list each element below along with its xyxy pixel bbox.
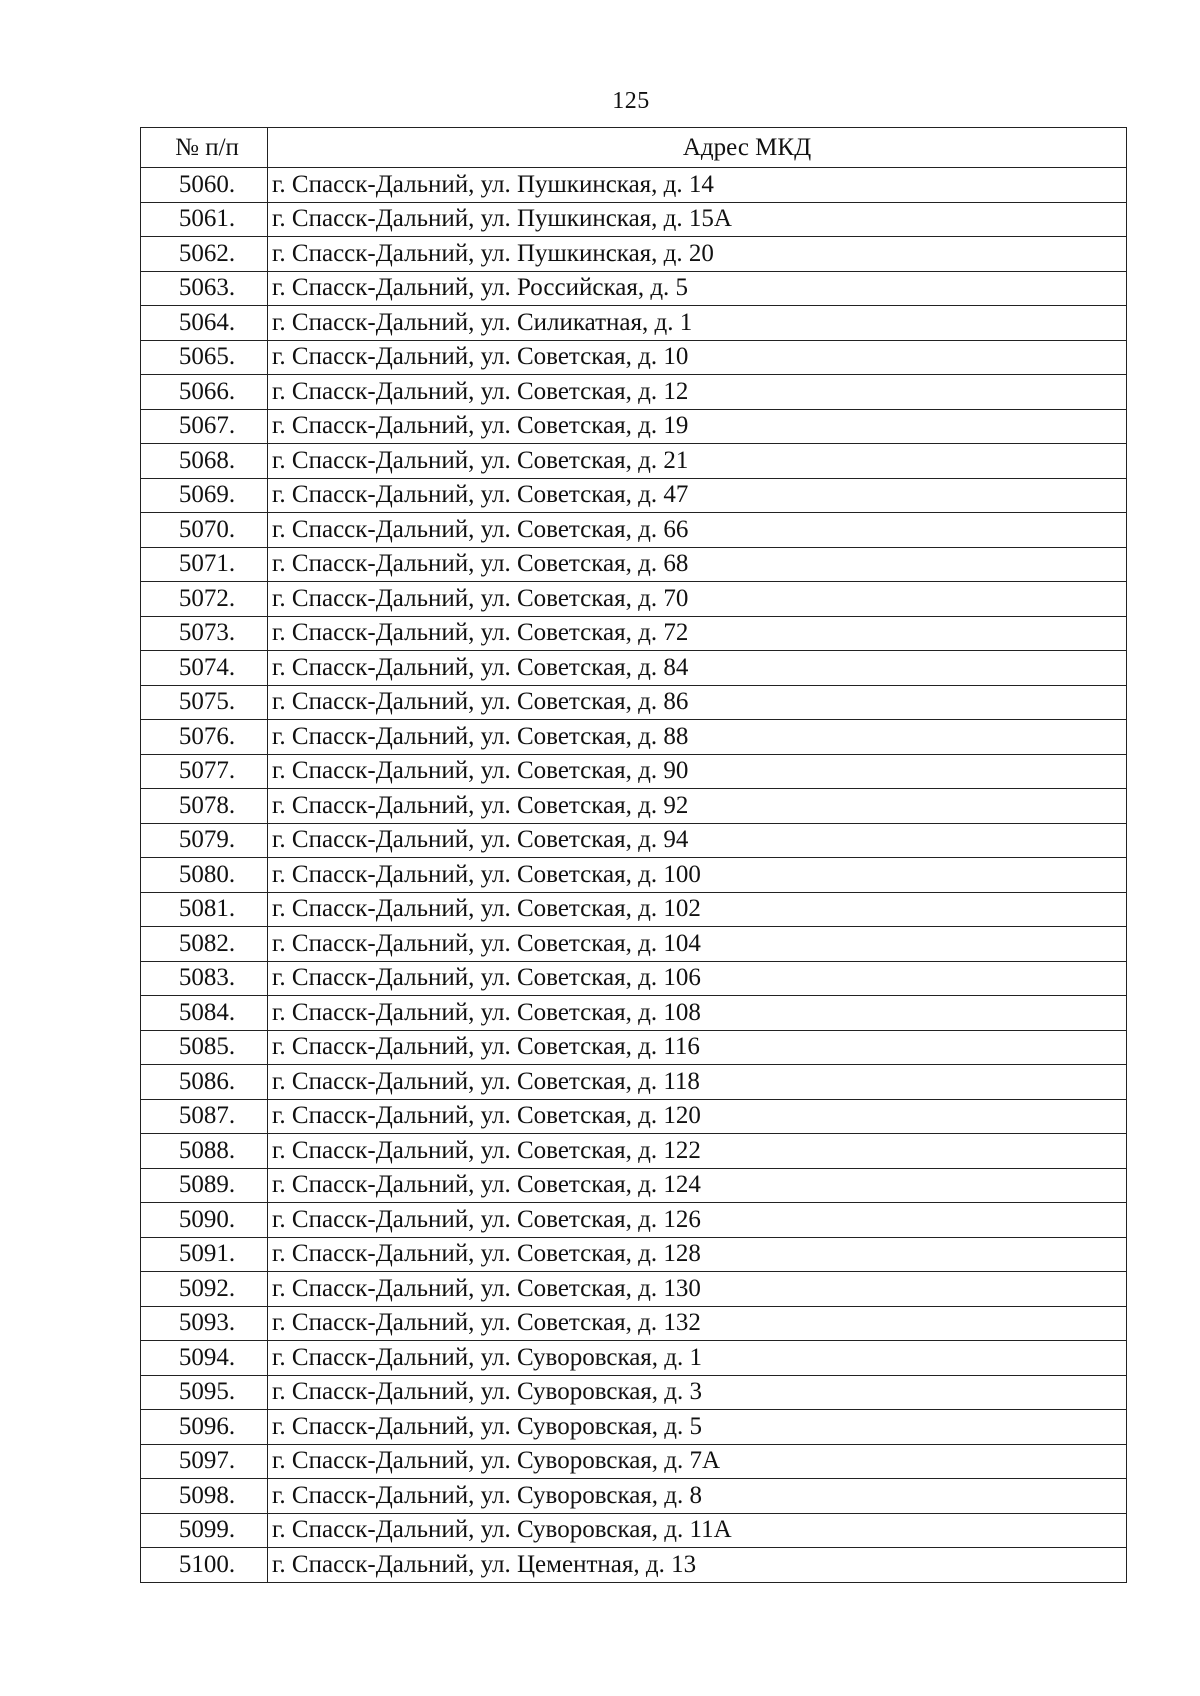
row-number: 5075. — [141, 685, 268, 720]
row-number: 5082. — [141, 927, 268, 962]
table-row — [141, 409, 1127, 444]
row-address: г. Спасск-Дальний, ул. Советская, д. 94 — [268, 823, 1127, 858]
table-row — [141, 720, 1127, 755]
row-address: г. Спасск-Дальний, ул. Суворовская, д. 11А — [268, 1513, 1127, 1548]
table-row — [141, 1134, 1127, 1169]
row-address: г. Спасск-Дальний, ул. Советская, д. 19 — [268, 409, 1127, 444]
row-number: 5090. — [141, 1203, 268, 1238]
table-row — [141, 996, 1127, 1031]
row-number: 5085. — [141, 1030, 268, 1065]
row-number: 5099. — [141, 1513, 268, 1548]
row-address: г. Спасск-Дальний, ул. Советская, д. 10 — [268, 340, 1127, 375]
table-row — [141, 375, 1127, 410]
row-address: г. Спасск-Дальний, ул. Советская, д. 106 — [268, 961, 1127, 996]
row-address: г. Спасск-Дальний, ул. Советская, д. 90 — [268, 754, 1127, 789]
row-number: 5070. — [141, 513, 268, 548]
row-number: 5064. — [141, 306, 268, 341]
table-row — [141, 892, 1127, 927]
row-number: 5077. — [141, 754, 268, 789]
table-row — [141, 1168, 1127, 1203]
table-row — [141, 1272, 1127, 1307]
row-number: 5063. — [141, 271, 268, 306]
table-row — [141, 478, 1127, 513]
row-number: 5080. — [141, 858, 268, 893]
row-address: г. Спасск-Дальний, ул. Советская, д. 126 — [268, 1203, 1127, 1238]
row-address: г. Спасск-Дальний, ул. Силикатная, д. 1 — [268, 306, 1127, 341]
row-number: 5074. — [141, 651, 268, 686]
row-address: г. Спасск-Дальний, ул. Пушкинская, д. 15А — [268, 202, 1127, 237]
row-number: 5081. — [141, 892, 268, 927]
table-row — [141, 616, 1127, 651]
row-address: г. Спасск-Дальний, ул. Советская, д. 88 — [268, 720, 1127, 755]
row-number: 5095. — [141, 1375, 268, 1410]
row-address: г. Спасск-Дальний, ул. Советская, д. 128 — [268, 1237, 1127, 1272]
table-row — [141, 306, 1127, 341]
row-number: 5096. — [141, 1410, 268, 1445]
row-address: г. Спасск-Дальний, ул. Советская, д. 92 — [268, 789, 1127, 824]
row-address: г. Спасск-Дальний, ул. Пушкинская, д. 20 — [268, 237, 1127, 272]
row-number: 5067. — [141, 409, 268, 444]
table-row — [141, 202, 1127, 237]
table-row — [141, 961, 1127, 996]
table-row — [141, 1237, 1127, 1272]
row-number: 5061. — [141, 202, 268, 237]
table-row — [141, 1030, 1127, 1065]
row-number: 5084. — [141, 996, 268, 1031]
row-address: г. Спасск-Дальний, ул. Советская, д. 70 — [268, 582, 1127, 617]
table-row — [141, 340, 1127, 375]
row-number: 5087. — [141, 1099, 268, 1134]
row-address: г. Спасск-Дальний, ул. Цементная, д. 13 — [268, 1548, 1127, 1583]
table-row — [141, 1065, 1127, 1100]
table-row — [141, 237, 1127, 272]
row-address: г. Спасск-Дальний, ул. Советская, д. 122 — [268, 1134, 1127, 1169]
table-row — [141, 858, 1127, 893]
row-number: 5097. — [141, 1444, 268, 1479]
row-address: г. Спасск-Дальний, ул. Советская, д. 47 — [268, 478, 1127, 513]
row-address: г. Спасск-Дальний, ул. Советская, д. 130 — [268, 1272, 1127, 1307]
table-row — [141, 685, 1127, 720]
table-header-row — [141, 128, 1127, 168]
table-row — [141, 1479, 1127, 1514]
row-address: г. Спасск-Дальний, ул. Пушкинская, д. 14 — [268, 168, 1127, 203]
row-number: 5086. — [141, 1065, 268, 1100]
table-row — [141, 1203, 1127, 1238]
row-number: 5079. — [141, 823, 268, 858]
table-row — [141, 1099, 1127, 1134]
row-number: 5088. — [141, 1134, 268, 1169]
row-address: г. Спасск-Дальний, ул. Суворовская, д. 8 — [268, 1479, 1127, 1514]
row-number: 5092. — [141, 1272, 268, 1307]
table-row — [141, 444, 1127, 479]
row-number: 5060. — [141, 168, 268, 203]
row-address: г. Спасск-Дальний, ул. Советская, д. 84 — [268, 651, 1127, 686]
row-address: г. Спасск-Дальний, ул. Суворовская, д. 7А — [268, 1444, 1127, 1479]
row-number: 5083. — [141, 961, 268, 996]
table-row — [141, 1548, 1127, 1583]
row-address: г. Спасск-Дальний, ул. Советская, д. 132 — [268, 1306, 1127, 1341]
row-number: 5071. — [141, 547, 268, 582]
row-address: г. Спасск-Дальний, ул. Советская, д. 102 — [268, 892, 1127, 927]
row-address: г. Спасск-Дальний, ул. Советская, д. 118 — [268, 1065, 1127, 1100]
page-number: 125 — [612, 88, 650, 114]
table-row — [141, 754, 1127, 789]
row-address: г. Спасск-Дальний, ул. Советская, д. 68 — [268, 547, 1127, 582]
row-number: 5100. — [141, 1548, 268, 1583]
row-address: г. Спасск-Дальний, ул. Суворовская, д. 3 — [268, 1375, 1127, 1410]
table-row — [141, 1513, 1127, 1548]
row-address: г. Спасск-Дальний, ул. Советская, д. 100 — [268, 858, 1127, 893]
row-number: 5066. — [141, 375, 268, 410]
row-address: г. Спасск-Дальний, ул. Советская, д. 120 — [268, 1099, 1127, 1134]
row-address: г. Спасск-Дальний, ул. Суворовская, д. 1 — [268, 1341, 1127, 1376]
row-address: г. Спасск-Дальний, ул. Советская, д. 108 — [268, 996, 1127, 1031]
table-row — [141, 547, 1127, 582]
row-number: 5069. — [141, 478, 268, 513]
table-row — [141, 1375, 1127, 1410]
row-number: 5094. — [141, 1341, 268, 1376]
table-row — [141, 927, 1127, 962]
row-number: 5078. — [141, 789, 268, 824]
row-number: 5089. — [141, 1168, 268, 1203]
row-address: г. Спасск-Дальний, ул. Советская, д. 104 — [268, 927, 1127, 962]
address-table — [140, 127, 1127, 1583]
row-number: 5065. — [141, 340, 268, 375]
table-row — [141, 1444, 1127, 1479]
table-body — [141, 168, 1127, 1583]
table-row — [141, 1341, 1127, 1376]
row-address: г. Спасск-Дальний, ул. Советская, д. 86 — [268, 685, 1127, 720]
row-address: г. Спасск-Дальний, ул. Советская, д. 124 — [268, 1168, 1127, 1203]
row-number: 5073. — [141, 616, 268, 651]
table-row — [141, 271, 1127, 306]
row-address: г. Спасск-Дальний, ул. Советская, д. 21 — [268, 444, 1127, 479]
table-row — [141, 168, 1127, 203]
row-number: 5068. — [141, 444, 268, 479]
row-address: г. Спасск-Дальний, ул. Советская, д. 72 — [268, 616, 1127, 651]
table-row — [141, 789, 1127, 824]
row-number: 5091. — [141, 1237, 268, 1272]
row-address: г. Спасск-Дальний, ул. Российская, д. 5 — [268, 271, 1127, 306]
table-row — [141, 1306, 1127, 1341]
table-row — [141, 582, 1127, 617]
row-address: г. Спасск-Дальний, ул. Советская, д. 66 — [268, 513, 1127, 548]
row-number: 5098. — [141, 1479, 268, 1514]
table-row — [141, 513, 1127, 548]
row-address: г. Спасск-Дальний, ул. Советская, д. 12 — [268, 375, 1127, 410]
table-row — [141, 1410, 1127, 1445]
row-address: г. Спасск-Дальний, ул. Суворовская, д. 5 — [268, 1410, 1127, 1445]
row-number: 5076. — [141, 720, 268, 755]
table-row — [141, 651, 1127, 686]
row-number: 5062. — [141, 237, 268, 272]
header-address: Адрес МКД — [268, 128, 1127, 168]
table-row — [141, 823, 1127, 858]
row-number: 5072. — [141, 582, 268, 617]
header-number: № п/п — [141, 128, 268, 168]
row-address: г. Спасск-Дальний, ул. Советская, д. 116 — [268, 1030, 1127, 1065]
row-number: 5093. — [141, 1306, 268, 1341]
